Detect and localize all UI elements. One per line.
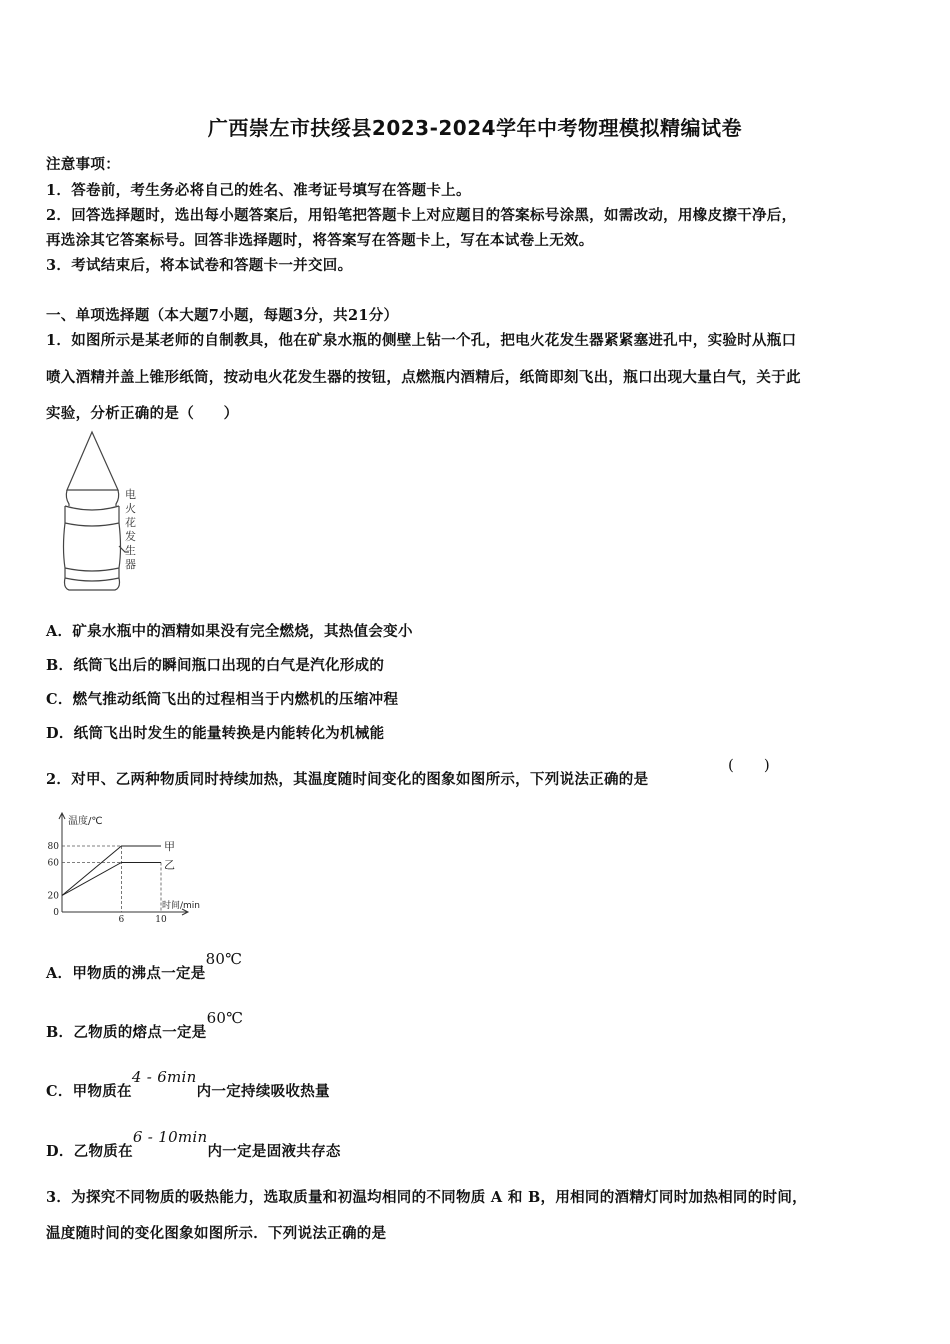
figure-label-char: 火 [125,502,136,515]
q1-option-b: B．纸筒飞出后的瞬间瓶口出现的白气是汽化形成的 [46,657,385,674]
series-label: 甲 [164,840,175,853]
q1-option-c: C．燃气推动纸筒飞出的过程相当于内燃机的压缩冲程 [46,691,399,708]
y-tick-label: 80 [47,842,59,852]
q1-stem-line: 实验，分析正确的是（ ） [46,405,239,422]
temperature-chart [40,812,220,927]
figure-label-char: 器 [125,558,136,571]
y-tick-label: 60 [47,858,59,869]
x-axis-label: 时间/min [162,901,201,911]
y-tick-label: 20 [47,891,59,902]
figure-label-char: 花 [125,516,136,529]
y-tick-label: 0 [53,908,59,918]
section-heading: 一、单项选择题（本大题7小题，每题3分，共21分） [46,307,399,324]
notice-item: 再选涂其它答案标号。回答非选择题时，将答案写在答题卡上，写在本试卷上无效。 [46,232,594,249]
series-line-2 [62,863,161,896]
y-axis-label: 温度/℃ [68,816,103,827]
figure-label-char: 电 [125,488,136,501]
option-value: 4 - 6min [131,1068,197,1086]
q2-option-a [46,950,243,983]
q3-stem-line: 温度随时间的变化图象如图所示．下列说法正确的是 [46,1225,387,1242]
option-text: B．乙物质的熔点一定是 [46,1024,207,1041]
notice-item: 1．答卷前，考生务必将自己的姓名、准考证号填写在答题卡上。 [46,182,471,199]
series-label: 乙 [164,858,175,872]
figure-label-char: 发 [125,530,136,543]
q1-stem-line: 喷入酒精并盖上锥形纸筒，按动电火花发生器的按钮，点燃瓶内酒精后，纸筒即刻飞出，瓶口出现大量白气，关于此 [46,369,801,386]
option-value: 60℃ [206,1009,244,1027]
notice-item: 3．考试结束后，将本试卷和答题卡一并交回。 [46,257,353,274]
q2-option-d [46,1128,341,1161]
page-title: 广西崇左市扶绥县2023-2024学年中考物理模拟精编试卷 [207,116,743,140]
option-text: 内一定是固液共存态 [207,1143,341,1160]
x-tick-label: 10 [155,915,167,925]
x-tick-label: 6 [118,915,125,925]
q3-stem-line: 3．为探究不同物质的吸热能力，选取质量和初温均相同的不同物质 A 和 B，用相同的酒精灯同时加热相同的时间， [46,1189,807,1206]
option-text: A．甲物质的沸点一定是 [46,965,206,982]
notice-item: 2．回答选择题时，选出每小题答案后，用铅笔把答题卡上对应题目的答案标号涂黑，如需改动，用橡皮擦干净后， [46,207,797,224]
q2-option-c [46,1068,330,1101]
q2-answer-paren: ( ) [728,756,770,774]
q1-option-a: A．矿泉水瓶中的酒精如果没有完全燃烧，其热值会变小 [46,623,413,640]
q1-stem-line: 1．如图所示是某老师的自制教具，他在矿泉水瓶的侧壁上钻一个孔，把电火花发生器紧紧塞进孔中，实验时从瓶口 [46,332,797,349]
option-value: 80℃ [205,950,243,968]
option-text: 内一定持续吸收热量 [196,1083,330,1100]
option-text: D．乙物质在 [46,1143,133,1160]
notice-heading: 注意事项： [46,156,120,173]
series-line-1 [62,846,161,896]
figure-label-char: 生 [125,544,136,557]
option-value: 6 - 10min [132,1128,208,1146]
q2-option-b [46,1009,244,1042]
option-text: C．甲物质在 [46,1083,132,1100]
q1-option-d: D．纸筒飞出时发生的能量转换是内能转化为机械能 [46,725,385,742]
bottle-figure [55,428,145,598]
q2-stem: 2．对甲、乙两种物质同时持续加热，其温度随时间变化的图象如图所示，下列说法正确的是 [46,771,649,788]
